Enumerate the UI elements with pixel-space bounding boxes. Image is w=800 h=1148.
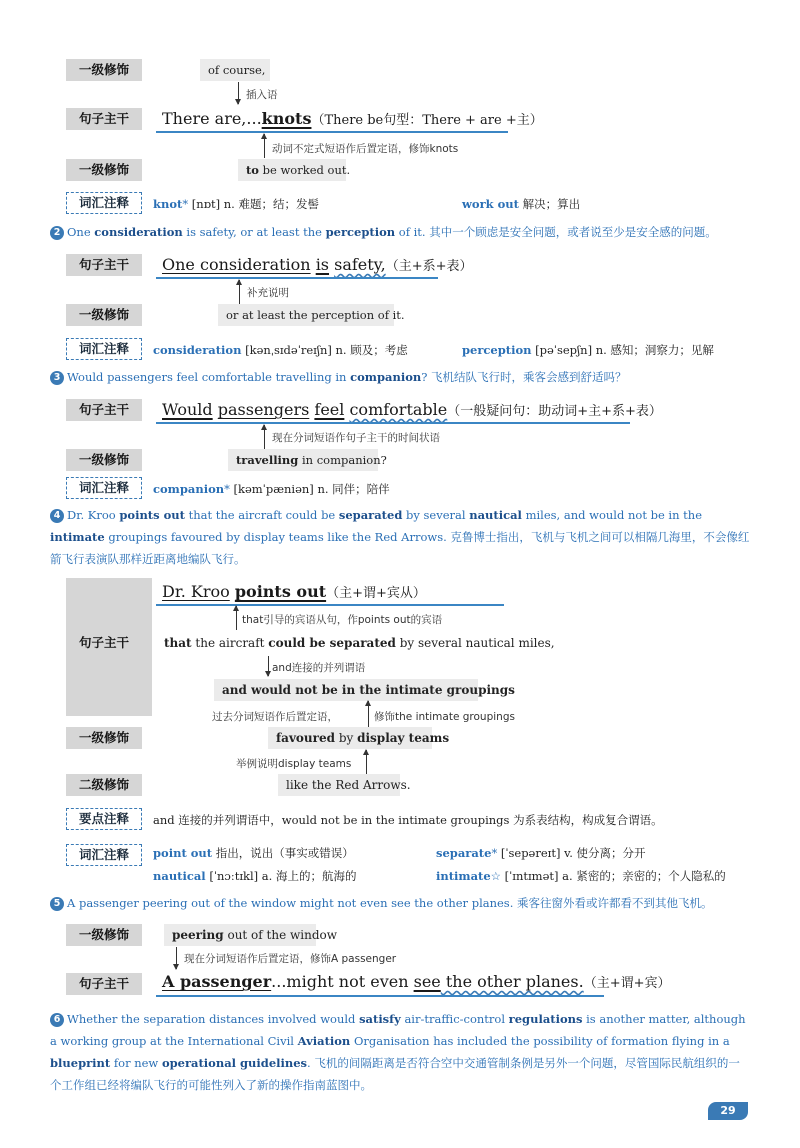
vocab-def: [ˈɪntɪmət] a. 紧密的；亲密的；个人隐私的 bbox=[500, 869, 726, 883]
and-clause-line: and would not be in the intimate groupings bbox=[214, 679, 478, 701]
keypoint-text: and 连接的并列谓语中，would not be in the intimate groupings 为系表结构，构成复合谓语。 bbox=[153, 813, 663, 827]
s6-b3: Aviation bbox=[297, 1034, 351, 1048]
vocab-def: 解决；算出 bbox=[518, 197, 581, 211]
s6-t6: . 飞机的间隔距离是否符合空中交通管制条例是另外一个问题，尽管国际民航组织的一个工作组已经将编队飞行的可能性列入了新的操作指南蓝图中。 bbox=[50, 1056, 740, 1092]
s4-b1: points out bbox=[119, 508, 185, 522]
level2-modifier-tag: 二级修饰 bbox=[66, 774, 142, 796]
vocab-word: consideration bbox=[153, 343, 242, 357]
s4-t5: groupings favoured by display teams like the Red Arrows. 克鲁博士指出，飞机与飞机之间可以相隔几海里，不会像红箭飞行表演队那样近距离地编队飞行。 bbox=[50, 530, 750, 566]
modifier-peering bbox=[164, 924, 338, 946]
s2-predicative: safety, bbox=[334, 255, 386, 274]
s3-aux: Would bbox=[162, 400, 213, 419]
display-teams: display teams bbox=[357, 731, 450, 745]
s4-structure: （主+谓+宾从） bbox=[326, 586, 426, 601]
note-example: 举例说明display teams bbox=[236, 758, 352, 770]
s5-object: the other planes. bbox=[440, 972, 584, 991]
s6-t3: is another matter, although a working group at the International Civil bbox=[50, 1012, 746, 1048]
note-supplement: 补充说明 bbox=[247, 287, 289, 299]
vocab-work-out bbox=[462, 196, 580, 212]
page-number: 29 bbox=[708, 1102, 748, 1120]
vocab-word: knot bbox=[153, 197, 183, 211]
level1-modifier-tag-2: 一级修饰 bbox=[66, 159, 142, 181]
note-infinitive: 动词不定式短语作后置定语，修饰knots bbox=[272, 143, 459, 155]
s2-subject: One consideration bbox=[162, 255, 311, 274]
mod-to: to bbox=[246, 163, 259, 177]
vocab-intimate bbox=[436, 868, 726, 884]
s5-structure: （主+谓+宾） bbox=[583, 976, 671, 991]
note-object-clause: that引导的宾语从句，作points out的宾语 bbox=[242, 614, 443, 626]
s2-verb: is bbox=[315, 255, 330, 274]
sentence-4 bbox=[50, 504, 750, 570]
s3-structure: （一般疑问句：助动词+主+系+表） bbox=[447, 404, 662, 419]
s5-might: ...might not even bbox=[271, 972, 414, 991]
arrow-down bbox=[176, 947, 177, 969]
sentence-number: 3 bbox=[50, 371, 64, 385]
modifier-of-course: of course, bbox=[200, 59, 270, 81]
main-underline-band bbox=[156, 995, 604, 997]
mod-rest: out of the window bbox=[223, 928, 338, 942]
s3-predicative: comfortable bbox=[349, 400, 448, 419]
level1-modifier-tag: 一级修饰 bbox=[66, 304, 142, 326]
note-participle: 现在分词短语作句子主干的时间状语 bbox=[272, 432, 440, 444]
modifier-favoured bbox=[268, 727, 450, 749]
vocab-separate bbox=[436, 845, 646, 861]
mod-rest: be worked out. bbox=[258, 163, 351, 177]
s2-pre: One bbox=[67, 225, 95, 239]
s6-t5: for new bbox=[110, 1056, 162, 1070]
vocab-star: * bbox=[182, 197, 189, 211]
main-clause-tag: 句子主干 bbox=[66, 973, 142, 995]
s6-t4: Organisation has included the possibility of formation flying in a bbox=[350, 1034, 730, 1048]
main-clause-tag: 句子主干 bbox=[78, 635, 129, 650]
main-underline-band bbox=[156, 131, 508, 133]
s6-t1: Whether the separation distances involved would bbox=[67, 1012, 360, 1026]
main-clause-2 bbox=[156, 251, 478, 279]
s4-b2: separated bbox=[338, 508, 403, 522]
modifier-red-arrows: like the Red Arrows. bbox=[278, 774, 400, 796]
main-clause-5 bbox=[156, 968, 676, 996]
s4-t1: Dr. Kroo bbox=[67, 508, 120, 522]
s4-t4: miles, and would not be in the bbox=[521, 508, 703, 522]
arrow-up bbox=[239, 280, 240, 304]
s3-post: ? 飞机结队飞行时，乘客会感到舒适吗？ bbox=[421, 370, 627, 384]
mod-travelling: travelling bbox=[236, 453, 299, 467]
arrow-up bbox=[264, 134, 265, 158]
main-clause-4 bbox=[156, 578, 432, 606]
sentence-5 bbox=[50, 892, 750, 914]
vocab-star: * bbox=[491, 846, 498, 860]
that-clause-line bbox=[156, 632, 555, 654]
arrow-up bbox=[236, 606, 237, 630]
sentence-number: 4 bbox=[50, 509, 64, 523]
s2-post: of it. 其中一个顾虑是安全问题，或者说至少是安全感的问题。 bbox=[395, 225, 717, 239]
vocab-def: 指出，说出（事实或错误） bbox=[212, 846, 354, 860]
s3-pre: Would passengers feel comfortable travelling in bbox=[67, 370, 351, 384]
connector-line bbox=[268, 656, 269, 676]
sentence-number: 5 bbox=[50, 897, 64, 911]
s6-b2: regulations bbox=[508, 1012, 583, 1026]
main-clause-3 bbox=[156, 396, 668, 424]
s4-b3: nautical bbox=[469, 508, 522, 522]
vocab-word: intimate bbox=[436, 869, 491, 883]
s3-verb: feel bbox=[314, 400, 345, 419]
vocab-def: [kənˌsɪdəˈreɪʃn] n. 顾及；考虑 bbox=[241, 343, 408, 357]
s6-t2: air-traffic-control bbox=[400, 1012, 509, 1026]
s5-subject: A passenger bbox=[162, 972, 272, 991]
s6-b4: blueprint bbox=[50, 1056, 111, 1070]
mod-rest: in companion? bbox=[298, 453, 387, 467]
sentence-3 bbox=[50, 366, 750, 388]
s2-structure: （主+系+表） bbox=[385, 259, 473, 274]
s6-b1: satisfy bbox=[359, 1012, 401, 1026]
level1-modifier-tag: 一级修饰 bbox=[66, 727, 142, 749]
arrow-up bbox=[368, 701, 369, 729]
main-text-structure: （There be句型：There + are +主） bbox=[311, 113, 543, 128]
s2-b2: perception bbox=[325, 225, 396, 239]
vocab-word: work out bbox=[462, 197, 519, 211]
note-past-participle-a: 过去分词短语作后置定语， bbox=[212, 711, 338, 723]
level1-modifier-tag: 一级修饰 bbox=[66, 924, 142, 946]
main-clause-tag: 句子主干 bbox=[66, 108, 142, 130]
main-underline-band bbox=[156, 422, 630, 424]
s4-verb: points out bbox=[234, 582, 327, 601]
vocab-def: [ˈsepəreɪt] v. 使分离；分开 bbox=[497, 846, 646, 860]
by: by bbox=[335, 731, 358, 745]
main-underline-band bbox=[156, 277, 438, 279]
arrow-up bbox=[366, 750, 367, 774]
s4-subject: Dr. Kroo bbox=[162, 582, 230, 601]
by-miles: by several nautical miles, bbox=[395, 636, 555, 650]
arrow-up bbox=[264, 425, 265, 449]
that: that bbox=[164, 636, 192, 650]
vocab-knot bbox=[153, 196, 319, 212]
s4-t3: by several bbox=[402, 508, 470, 522]
vocab-def: [kəmˈpæniən] n. 同伴；陪伴 bbox=[229, 482, 390, 496]
vocab-companion bbox=[153, 481, 390, 497]
main-clause-1 bbox=[156, 105, 549, 133]
level1-modifier-tag: 一级修饰 bbox=[66, 449, 142, 471]
s6-b5: operational guidelines bbox=[161, 1056, 308, 1070]
s2-b1: consideration bbox=[94, 225, 183, 239]
vocab-def: [ˈnɔːtɪkl] a. 海上的；航海的 bbox=[205, 869, 357, 883]
note-insert: 插入语 bbox=[246, 89, 278, 101]
main-underline-band bbox=[156, 604, 504, 606]
aircraft: the aircraft bbox=[191, 636, 269, 650]
vocab-star: * bbox=[224, 482, 230, 496]
main-text-a: There are,... bbox=[162, 109, 262, 128]
main-clause-tag: 句子主干 bbox=[66, 399, 142, 421]
main-text-knots: knots bbox=[261, 109, 312, 128]
s4-t2: that the aircraft could be bbox=[184, 508, 339, 522]
vocab-def: [nɒt] n. 难题；结；发髻 bbox=[188, 197, 319, 211]
level1-modifier-tag: 一级修饰 bbox=[66, 59, 142, 81]
keypoint-tag: 要点注释 bbox=[66, 808, 142, 830]
vocab-perception bbox=[462, 342, 714, 358]
s2-mid: is safety, or at least the bbox=[182, 225, 326, 239]
vocab-consideration bbox=[153, 342, 408, 358]
could-be-separated: could be separated bbox=[268, 636, 396, 650]
vocab-tag: 词汇注释 bbox=[66, 477, 142, 499]
vocab-word: companion bbox=[153, 482, 225, 496]
vocab-word: nautical bbox=[153, 869, 206, 883]
arrow-down bbox=[238, 82, 239, 104]
sentence-number: 2 bbox=[50, 226, 64, 240]
vocab-tag: 词汇注释 bbox=[66, 338, 142, 360]
note-participle: 现在分词短语作后置定语，修饰A passenger bbox=[184, 953, 397, 965]
vocab-word: point out bbox=[153, 846, 213, 860]
note-past-participle-b: 修饰the intimate groupings bbox=[374, 711, 515, 723]
modifier-travelling bbox=[228, 449, 387, 471]
s3-b1: companion bbox=[350, 370, 422, 384]
vocab-star: ☆ bbox=[490, 869, 501, 883]
sentence-number: 6 bbox=[50, 1013, 64, 1027]
vocab-nautical bbox=[153, 868, 356, 884]
vocab-point-out bbox=[153, 845, 354, 861]
favoured: favoured bbox=[276, 731, 335, 745]
sentence-6 bbox=[50, 1008, 750, 1096]
vocab-tag: 词汇注释 bbox=[66, 844, 142, 866]
peering: peering bbox=[172, 928, 224, 942]
vocab-def: [pəˈsepʃn] n. 感知；洞察力；见解 bbox=[531, 343, 714, 357]
s5-verb: see bbox=[413, 972, 441, 991]
modifier-perception: or at least the perception of it. bbox=[218, 304, 394, 326]
s5-text: A passenger peering out of the window might not even see the other planes. 乘客往窗外看或许都看不到其他飞机。 bbox=[67, 896, 713, 910]
sentence-2 bbox=[50, 221, 750, 243]
note-and-predicate: and连接的并列谓语 bbox=[272, 662, 366, 674]
vocab-tag: 词汇注释 bbox=[66, 192, 142, 214]
modifier-to-be-worked-out bbox=[238, 159, 351, 181]
vocab-word: perception bbox=[462, 343, 532, 357]
s3-subject: passengers bbox=[217, 400, 310, 419]
main-clause-tag: 句子主干 bbox=[66, 254, 142, 276]
vocab-word: separate bbox=[436, 846, 492, 860]
s4-b4: intimate bbox=[50, 530, 105, 544]
